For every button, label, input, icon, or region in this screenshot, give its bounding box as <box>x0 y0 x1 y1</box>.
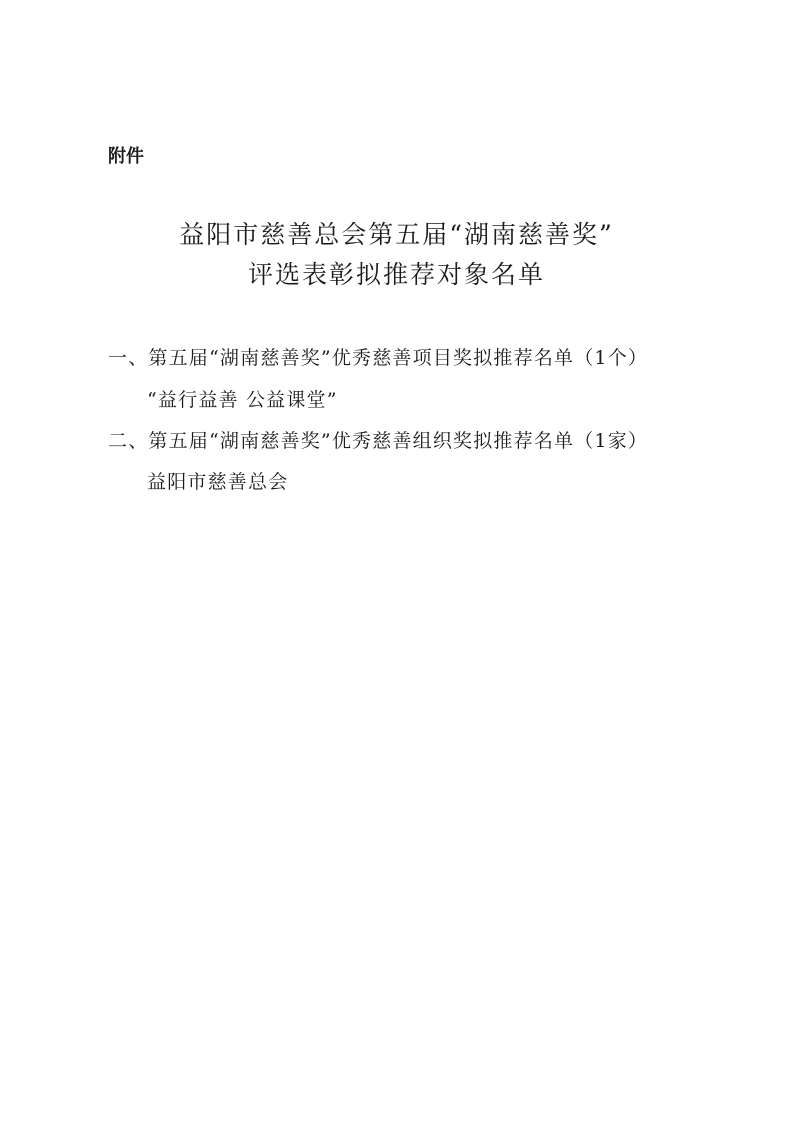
section-heading-project-award: 一、第五届“湖南慈善奖”优秀慈善项目奖拟推荐名单（1个） <box>108 347 649 369</box>
attachment-label: 附件 <box>108 146 144 167</box>
nominee-project: “益行益善 公益课堂” <box>147 389 338 411</box>
nominee-organization: 益阳市慈善总会 <box>147 471 289 493</box>
document-title-line-2: 评选表彰拟推荐对象名单 <box>247 260 545 289</box>
section-heading-organization-award: 二、第五届“湖南慈善奖”优秀慈善组织奖拟推荐名单（1家） <box>108 430 649 452</box>
document-title-line-1: 益阳市慈善总会第五届“湖南慈善奖” <box>179 220 614 249</box>
